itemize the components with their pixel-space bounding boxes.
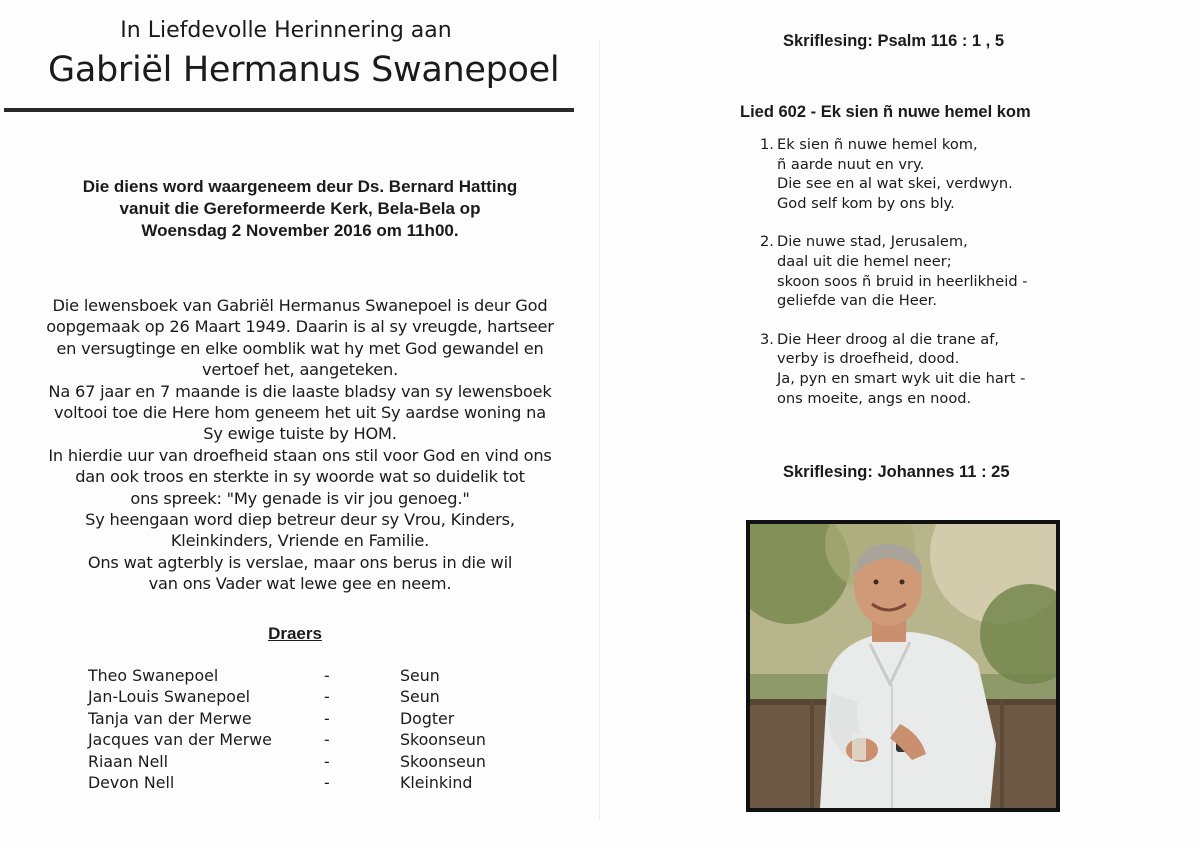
verse-line: Die see en al wat skei, verdwyn. [777, 175, 1013, 193]
service-line: vanuit die Gereformeerde Kerk, Bela-Bela op [119, 199, 481, 218]
bearer-name: Jan-Louis Swanepoel [88, 687, 251, 707]
bearer-separator: - [324, 751, 330, 771]
bearer-relation: Dogter [400, 708, 455, 728]
bearer-row [88, 730, 538, 751]
bio-line: Na 67 jaar en 7 maande is die laaste bladsy van sy lewensboek [48, 381, 552, 401]
bearer-separator: - [324, 730, 330, 750]
verse-line [760, 232, 1028, 252]
verse-number: 3. [760, 330, 774, 348]
bio-line: In hierdie uur van droefheid staan ons stil voor God en vind ons [48, 445, 552, 465]
bearer-row [88, 773, 538, 794]
bearer-relation: Seun [400, 666, 440, 685]
portrait-photo [746, 520, 1060, 812]
bearer-name: Tanja van der Merwe [88, 708, 252, 728]
bearer-row [88, 687, 538, 708]
bio-line: dan ook troos en sterkte in sy woorde wat so duidelik tot [75, 467, 525, 487]
bearer-row [88, 752, 538, 773]
right-page [600, 0, 1200, 849]
verse-text: Die Heer droog al die trane af, [777, 330, 1000, 348]
hymn-verse [760, 232, 1028, 310]
bearer-name: Riaan Nell [88, 751, 169, 771]
bearer-relation: Skoonseun [400, 730, 486, 750]
bearer-name: Devon Nell [88, 772, 175, 792]
biography [0, 295, 600, 595]
verse-line [760, 135, 1028, 155]
verse-line: verby is droefheid, dood. [777, 350, 960, 368]
verse-line: skoon soos ñ bruid in heerlikheid - [777, 272, 1028, 290]
bearers-title: Draers [268, 624, 322, 643]
bearer-relation: Skoonseun [400, 751, 486, 771]
bearer-name: Jacques van der Merwe [88, 730, 272, 750]
bearer-relation: Seun [400, 687, 440, 707]
bearers-list [88, 666, 538, 794]
scripture-reading-john: Skriflesing: Johannes 11 : 25 [783, 463, 1010, 481]
verse-line [760, 330, 1028, 350]
bearer-separator: - [324, 687, 330, 707]
service-line: Woensdag 2 November 2016 om 11h00. [141, 221, 459, 240]
hymn-verse [760, 135, 1028, 213]
bio-line: Die lewensboek van Gabriël Hermanus Swanepoel is deur God [52, 296, 548, 315]
verse-line: ñ aarde nuut en vry. [777, 155, 925, 173]
service-line: Die diens word waargeneem deur Ds. Bernard Hatting [82, 177, 518, 196]
bio-line: Kleinkinders, Vriende en Familie. [170, 531, 430, 551]
hymn-verses [760, 135, 1028, 427]
bio-line: oopgemaak op 26 Maart 1949. Daarin is al sy vreugde, hartseer [46, 317, 554, 337]
bearer-row [88, 666, 538, 687]
hymn-title: Lied 602 - Ek sien ñ nuwe hemel kom [740, 103, 1031, 121]
verse-line: daal uit die hemel neer; [777, 252, 952, 270]
verse-number: 1. [760, 136, 774, 153]
verse-line: Ja, pyn en smart wyk uit die hart - [777, 369, 1026, 387]
verse-text: Die nuwe stad, Jerusalem, [777, 233, 968, 251]
portrait-illustration [750, 524, 1056, 808]
bearer-name: Theo Swanepoel [88, 666, 219, 685]
verse-line: God self kom by ons bly. [777, 194, 955, 212]
title-divider [4, 108, 574, 112]
bearer-separator: - [324, 666, 330, 685]
bio-line: ons spreek: "My genade is vir jou genoeg." [130, 488, 470, 508]
verse-line: ons moeite, angs en nood. [777, 389, 972, 407]
bio-line: voltooi toe die Here hom geneem het uit Sy aardse woning na [54, 403, 546, 423]
verse-number: 2. [760, 233, 774, 251]
verse-text: Ek sien ñ nuwe hemel kom, [777, 136, 978, 153]
bio-line: en versugtinge en elke oomblik wat hy met God gewandel en [56, 338, 544, 358]
bio-line: van ons Vader wat lewe gee en neem. [148, 574, 452, 594]
bearer-separator: - [324, 772, 330, 792]
bearer-separator: - [324, 708, 330, 728]
bio-line: Sy heengaan word diep betreur deur sy Vrou, Kinders, [85, 510, 515, 530]
bio-line: vertoef het, aangeteken. [201, 360, 399, 380]
verse-line: geliefde van die Heer. [777, 292, 937, 310]
bio-line: Sy ewige tuiste by HOM. [203, 424, 397, 444]
bearer-row [88, 709, 538, 730]
deceased-name: Gabriël Hermanus Swanepoel [48, 50, 560, 90]
bio-line: Ons wat agterbly is verslae, maar ons berus in die wil [87, 552, 513, 572]
service-details [0, 176, 600, 242]
hymn-verse [760, 330, 1028, 408]
bearer-relation: Kleinkind [400, 772, 473, 792]
scripture-reading-psalm: Skriflesing: Psalm 116 : 1 , 5 [783, 32, 1005, 50]
memorial-heading: In Liefdevolle Herinnering aan [120, 18, 452, 43]
